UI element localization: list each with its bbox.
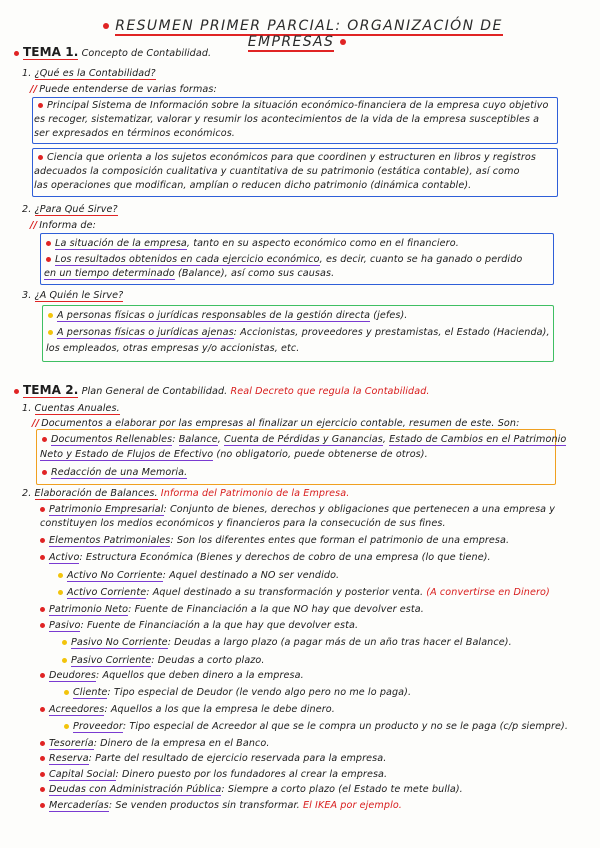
double-slash-icon: // [30,220,38,231]
bullet-icon [64,690,69,695]
tema2-red-note: Real Decreto que regula la Contabilidad. [230,386,430,397]
q3-item-2: A personas físicas o jurídicas ajenas: Accionistas, proveedores y prestamistas, el Estado (Hacienda), [48,327,550,339]
s2-heading: Elaboración de Balances. [34,488,158,499]
s1-note: // Documentos a elaborar por las empresas al finalizar un ejercicio contable, resumen de este. Son: [32,418,520,429]
q3-question: ¿A Quién le Sirve? [34,290,124,301]
tema1-q1: 1. ¿Qué es la Contabilidad? [22,68,156,79]
bullet-icon [40,787,45,792]
s1-heading: Cuentas Anuales. [34,403,120,414]
bullet-icon [40,673,45,678]
bullet-icon [14,389,19,394]
bullet-icon [42,470,47,475]
tema2-header [14,384,430,398]
item-patrimonio-empresarial: Patrimonio Empresarial: Conjunto de bienes, derechos y obligaciones que pertenecen a una empresa y [40,504,555,516]
bullet-icon [58,573,63,578]
item-deudores: Deudores: Aquellos que deben dinero a la empresa. [40,670,304,682]
item-pasivo: Pasivo: Fuente de Financiación a la que hay que devolver esta. [40,620,358,632]
item-patrimonio-empresarial-cont: constituyen los medios económicos y financieros para la consecución de sus fines. [40,518,446,529]
bullet-icon [14,51,19,56]
item-activo-no-corriente: Activo No Corriente: Aquel destinado a NO ser vendido. [58,570,339,582]
bullet-icon [40,538,45,543]
q2-item-2-cont: en un tiempo determinado (Balance), así como sus causas. [44,268,335,279]
title-bullet-icon [103,23,109,29]
s1-docs-line-2: Neto y Estado de Flujos de Efectivo (no obligatorio, puede obtenerse de otros). [40,449,428,460]
item-cliente: Cliente: Tipo especial de Deudor (le vendo algo pero no me lo paga). [64,687,411,699]
tema1-q3: 3. ¿A Quién le Sirve? [22,290,124,301]
bullet-icon [40,507,45,512]
def1-line-1: Principal Sistema de Información sobre la situación económico-financiera de la empresa cuyo objetivo [38,100,548,112]
item-activo-corriente: Activo Corriente: Aquel destinado a su transformación y posterior venta. (A convertirse en Dinero) [58,587,550,599]
bullet-icon [48,330,53,335]
double-slash-icon: // [32,418,40,429]
tema1-q2: 2. ¿Para Qué Sirve? [22,204,118,215]
q3-item-2-cont: los empleados, otras empresas y/o accionistas, etc. [46,343,300,354]
title-text: RESUMEN PRIMER PARCIAL: ORGANIZACIÓN DE EMPRESAS [115,18,503,50]
s2-header: 2. Elaboración de Balances. Informa del Patrimonio de la Empresa. [22,488,350,499]
bullet-icon [40,623,45,628]
bullet-icon [40,707,45,712]
def1-line-2: es recoger, sistematizar, valorar y resumir los acontecimientos de la vida de la empresa susceptibles a [34,114,540,125]
q2-note: // Informa de: [30,220,96,231]
bullet-icon [40,607,45,612]
bullet-icon [62,658,67,663]
tema1-header [14,46,211,60]
q2-item-1: La situación de la empresa, tanto en su aspecto económico como en el financiero. [46,238,459,250]
def2-line-3: las operaciones que modifican, amplían o reducen dicho patrimonio (dinámica contable). [34,180,472,191]
bullet-icon [40,756,45,761]
tema2-heading: TEMA 2. [23,383,79,397]
bullet-icon [64,724,69,729]
tema1-heading: TEMA 1. [23,45,79,59]
item-acreedores: Acreedores: Aquellos a los que la empresa le debe dinero. [40,704,335,716]
item-reserva: Reserva: Parte del resultado de ejercicio reservada para la empresa. [40,753,386,765]
q1-note: // Puede entenderse de varias formas: [30,84,217,95]
bullet-icon [40,741,45,746]
q2-item-2: Los resultados obtenidos en cada ejercicio económico, es decir, cuanto se ha ganado o perdido [46,254,522,266]
bullet-icon [58,590,63,595]
title-bullet-icon [340,39,346,45]
def2-line-2: adecuados la composición cualitativa y cuantitativa de su patrimonio (estática contable), así como [34,166,520,177]
item-mercaderias: Mercaderías: Se venden productos sin transformar. El IKEA por ejemplo. [40,800,402,812]
bullet-icon [40,772,45,777]
item-patrimonio-neto: Patrimonio Neto: Fuente de Financiación a la que NO hay que devolver esta. [40,604,424,616]
item-deudas-administracion: Deudas con Administración Pública: Siempre a corto plazo (el Estado te mete bulla). [40,784,463,796]
bullet-icon [42,437,47,442]
tema1-subtitle: Concepto de Contabilidad. [81,48,212,59]
q2-question: ¿Para Qué Sirve? [34,204,118,215]
item-pasivo-corriente: Pasivo Corriente: Deudas a corto plazo. [62,655,265,667]
q3-item-1: A personas físicas o jurídicas responsables de la gestión directa (jefes). [48,310,407,322]
bullet-icon [38,103,43,108]
item-elementos-patrimoniales: Elementos Patrimoniales: Son los diferentes entes que forman el patrimonio de una empresa. [40,535,509,547]
item-pasivo-no-corriente: Pasivo No Corriente: Deudas a largo plazo (a pagar más de un año tras hacer el Balance). [62,637,512,649]
item-proveedor: Proveedor: Tipo especial de Acreedor al que se le compra un producto y no se le paga (c/p siempre). [64,721,568,733]
bullet-icon [40,555,45,560]
def1-line-3: ser expresados en términos económicos. [34,128,235,139]
bullet-icon [46,241,51,246]
double-slash-icon: // [30,84,38,95]
tema2-subtitle: Plan General de Contabilidad. [81,386,228,397]
item-capital-social: Capital Social: Dinero puesto por los fundadores al crear la empresa. [40,769,387,781]
s1-header: 1. Cuentas Anuales. [22,403,120,414]
bullet-icon [62,640,67,645]
def2-line-1: Ciencia que orienta a los sujetos económicos para que coordinen y estructuren en libros y registros [38,152,536,164]
bullet-icon [40,803,45,808]
bullet-icon [38,155,43,160]
q1-question: ¿Qué es la Contabilidad? [34,68,156,79]
item-activo: Activo: Estructura Económica (Bienes y derechos de cobro de una empresa (lo que tiene). [40,552,491,564]
bullet-icon [48,313,53,318]
s1-docs-line-1: Documentos Rellenables: Balance, Cuenta de Pérdidas y Ganancias, Estado de Cambios en el Patrimonio [42,434,566,446]
s2-red-note: Informa del Patrimonio de la Empresa. [160,488,350,499]
s1-memoria: Redacción de una Memoria. [42,467,187,479]
item-tesoreria: Tesorería: Dinero de la empresa en el Banco. [40,738,270,750]
bullet-icon [46,257,51,262]
